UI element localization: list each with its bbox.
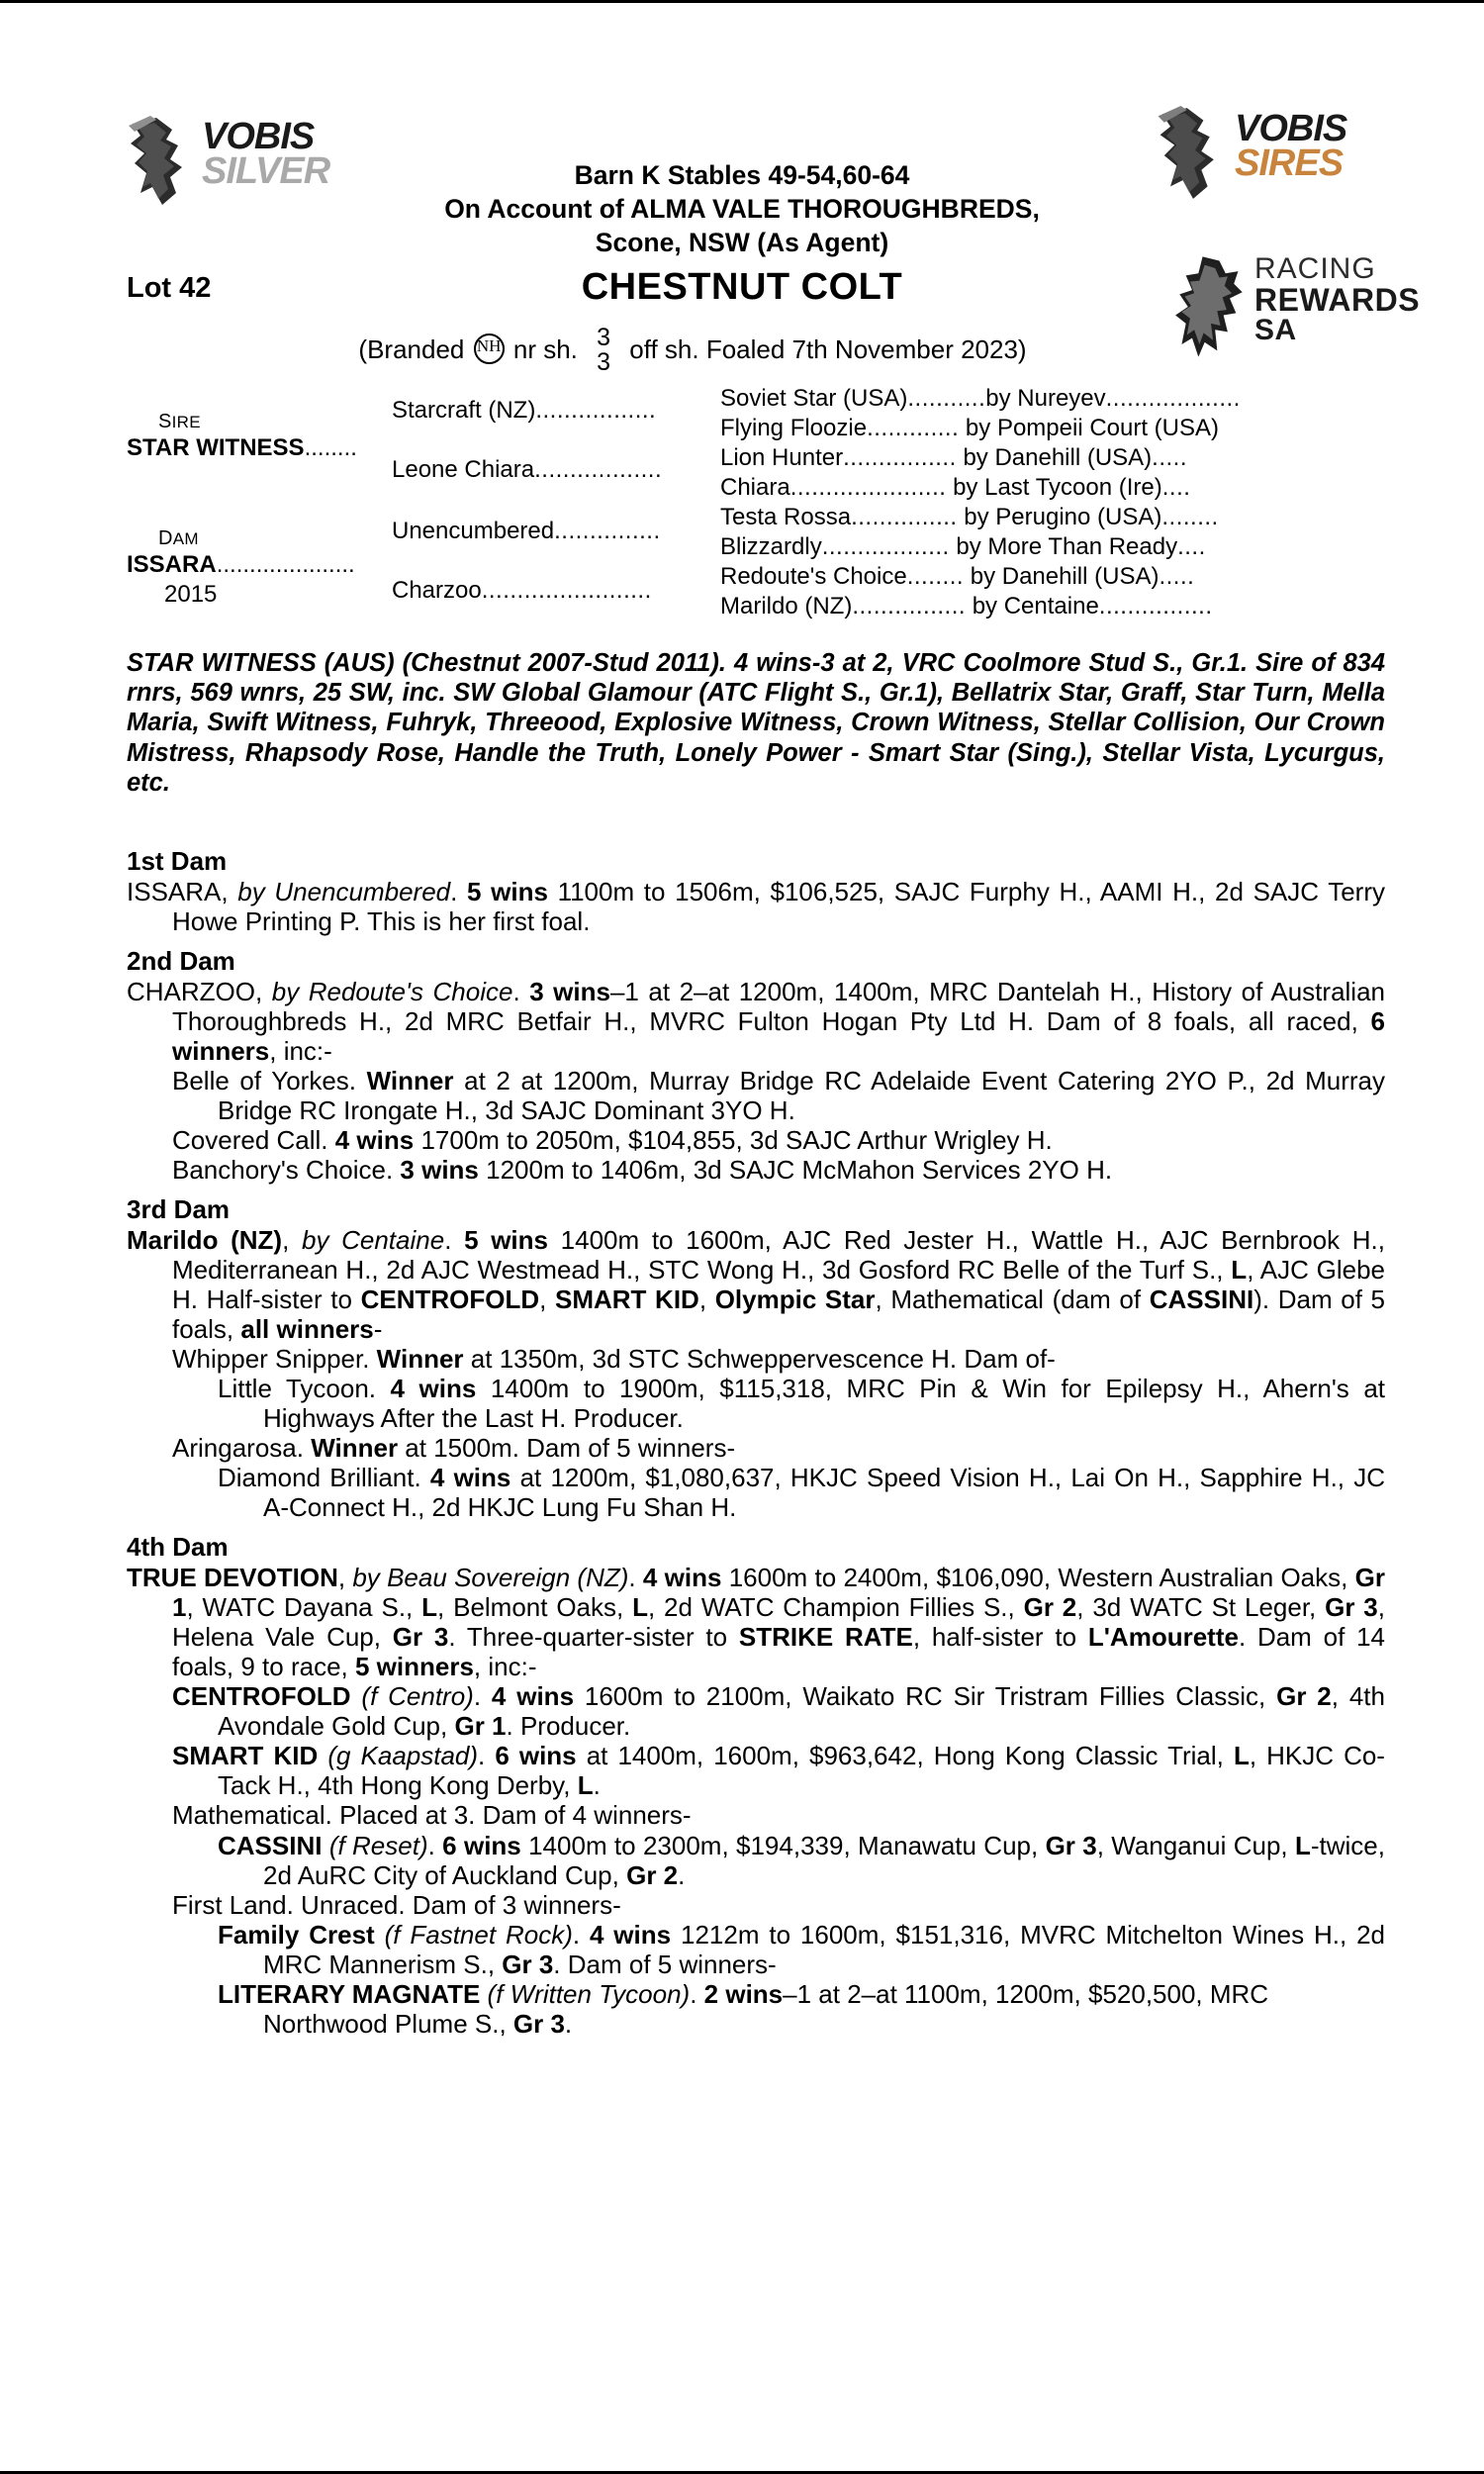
ggp-3-dots1: ................ — [843, 444, 957, 471]
grandparent-1-name: Starcraft (NZ) — [392, 397, 536, 424]
vobis-sires-wordmark-top: VOBIS — [1235, 108, 1347, 149]
ggp-4-dots2: .... — [1161, 474, 1191, 501]
ggp-1-dots2: ................... — [1105, 385, 1241, 412]
ggp-6-name: Blizzardly — [720, 533, 822, 560]
vobis-silver-logo — [127, 114, 330, 205]
vobis-sires-wordmark-bottom: SIRES — [1235, 142, 1344, 184]
dam-heading: 4th Dam — [127, 1532, 229, 1563]
ggp-7-by: by Danehill (USA) — [970, 563, 1159, 590]
racing-rewards-line3: SA — [1254, 314, 1297, 346]
dam-dots: ..................... — [216, 551, 355, 578]
great-grandparent-5 — [720, 506, 1383, 529]
branded-near-shoulder: nr sh. — [512, 334, 578, 364]
grandparent-2 — [392, 458, 662, 482]
vobis-horse-icon — [127, 116, 198, 207]
pedigree-entry: First Land. Unraced. Dam of 3 winners- — [172, 1889, 621, 1920]
sire-dots: ........ — [304, 434, 357, 461]
grandparent-3-dots: ............... — [554, 518, 661, 544]
sire-label: SIRE — [158, 411, 201, 432]
dam-heading: 3rd Dam — [127, 1194, 231, 1225]
grandparent-4 — [392, 579, 652, 603]
pedigree-entry: Whipper Snipper. Winner at 1350m, 3d STC Schweppervescence H. Dam of- — [172, 1344, 1056, 1375]
dam-name-text: ISSARA — [127, 551, 217, 578]
great-grandparent-4 — [720, 476, 1383, 500]
ggp-5-dots1: ............... — [851, 504, 958, 530]
sire-name-text: STAR WITNESS — [127, 434, 305, 461]
vobis-sires-logo — [1156, 104, 1347, 203]
grandparent-4-name: Charzoo — [392, 577, 482, 604]
pedigree-body — [127, 846, 1385, 2039]
dam-heading: 1st Dam — [127, 846, 228, 876]
pedigree-entry: ISSARA, by Unencumbered. 5 wins 1100m to 1506m, $106,525, SAJC Furphy H., AAMI H., 2d SAJC Terry Howe Printing P. This is her first foal. — [127, 877, 1385, 937]
ggp-1-by: by Nureyev — [985, 385, 1106, 412]
great-grandparent-8 — [720, 595, 1383, 618]
grandparent-1 — [392, 399, 656, 423]
vendor-header — [326, 159, 1158, 260]
brand-mark-icon — [474, 333, 505, 364]
brand-number-bottom: 3 — [597, 348, 611, 376]
ggp-6-by: by More Than Ready — [956, 533, 1178, 560]
ggp-6-dots2: .... — [1177, 533, 1206, 560]
pedigree-entry: Family Crest (f Fastnet Rock). 4 wins 1212m to 1600m, $151,316, MVRC Mitchelton Wines H., 2d MRC Mannerism S., Gr 3. Dam of 5 winners- — [218, 1919, 1386, 1979]
racing-rewards-line2: REWARDS — [1254, 282, 1421, 318]
ggp-2-name: Flying Floozie — [720, 415, 868, 441]
pedigree-entry: SMART KID (g Kaapstad). 6 wins at 1400m, 1600m, $963,642, Hong Kong Classic Trial, L, HKJC Co-Tack H., 4th Hong Kong Derby, L. — [172, 1741, 1385, 1801]
pedigree-entry: Belle of Yorkes. Winner at 2 at 1200m, Murray Bridge RC Adelaide Event Catering 2YO P., 2d Murray Bridge RC Irongate H., 3d SAJC Dominant 3YO H. — [172, 1066, 1385, 1126]
account-line: On Account of ALMA VALE THOROUGHBREDS, — [444, 193, 1040, 224]
pedigree-entry: Banchory's Choice. 3 wins 1200m to 1406m, 3d SAJC McMahon Services 2YO H. — [172, 1155, 1113, 1186]
ggp-3-dots2: ..... — [1152, 444, 1188, 471]
grandparent-2-name: Leone Chiara — [392, 456, 535, 483]
ggp-4-by: by Last Tycoon (Ire) — [953, 474, 1162, 501]
page-title: CHESTNUT COLT — [581, 266, 903, 308]
pedigree-entry: Little Tycoon. 4 wins 1400m to 1900m, $115,318, MRC Pin & Win for Epilepsy H., Ahern's at Highways After the Last H. Producer. — [218, 1374, 1385, 1434]
grandparent-3-name: Unencumbered — [392, 518, 555, 544]
ggp-7-dots1: ........ — [906, 563, 965, 590]
dam-name — [127, 553, 355, 577]
ggp-2-by: by Pompeii Court (USA) — [965, 415, 1219, 441]
pedigree-entry: Diamond Brilliant. 4 wins at 1200m, $1,080,637, HKJC Speed Vision H., Lai On H., Sapphire H., JC A-Connect H., 2d HKJC Lung Fu Shan H. — [218, 1463, 1385, 1523]
ggp-7-dots2: ..... — [1159, 563, 1195, 590]
ggp-4-dots1: ...................... — [789, 474, 947, 501]
pedigree-entry: Marildo (NZ), by Centaine. 5 wins 1400m to 1600m, AJC Red Jester H., Wattle H., AJC Bernbrook H., Mediterranean H., 2d AJC Westmead H., STC Wong H., 3d Gosford RC Belle of the Turf S., L, AJC Glebe H. Half-sister to CENTROFOLD, SMART KID, Olympic Star, Mathematical (dam of CASSINI). Dam of 5 foals, all winners- — [127, 1225, 1386, 1345]
brand-number-stack — [597, 326, 610, 375]
dam-year: 2015 — [164, 581, 218, 608]
ggp-8-dots1: ................ — [852, 593, 967, 619]
barn-line: Barn K Stables 49-54,60-64 — [574, 160, 910, 190]
ggp-4-name: Chiara — [720, 474, 790, 501]
grandparent-3 — [392, 520, 661, 543]
great-grandparent-6 — [720, 535, 1383, 559]
sire-description: STAR WITNESS (AUS) (Chestnut 2007-Stud 2011). 4 wins-3 at 2, VRC Coolmore Stud S., Gr.1. Sire of 834 rnrs, 569 wnrs, 25 SW, inc. SW Global Glamour (ATC Flight S., Gr.1), Bellatrix Star, Graff, Star Turn, Mella Maria, Swift Witness, Fuhryk, Threeood, Explosive Witness, Crown Witness, Stellar Collision, Our Crown Mistress, Rhapsody Rose, Handle the Truth, Lonely Power - Smart Star (Sing.), Stellar Vista, Lycurgus, etc. — [127, 649, 1385, 797]
grandparent-2-dots: .................. — [534, 456, 663, 483]
vobis-silver-wordmark-top: VOBIS — [202, 116, 315, 157]
brand-number-top: 3 — [597, 324, 611, 351]
dam-heading: 2nd Dam — [127, 946, 235, 977]
brand-mark-letters: NH — [476, 336, 502, 355]
ggp-8-dots2: ................ — [1098, 593, 1213, 619]
ggp-1-dots1: ........... — [907, 385, 986, 412]
great-grandparent-3 — [720, 446, 1383, 470]
pedigree-entry: Covered Call. 4 wins 1700m to 2050m, $104,855, 3d SAJC Arthur Wrigley H. — [172, 1125, 1053, 1156]
grandparent-1-dots: ................. — [535, 397, 657, 424]
ggp-1-name: Soviet Star (USA) — [720, 385, 908, 412]
ggp-5-dots2: ........ — [1161, 504, 1219, 530]
pedigree-entry: TRUE DEVOTION, by Beau Sovereign (NZ). 4 wins 1600m to 2400m, $106,090, Western Australian Oaks, Gr 1, WATC Dayana S., L, Belmont Oaks, L, 2d WATC Champion Fillies S., Gr 2, 3d WATC St Leger, Gr 3, Helena Vale Cup, Gr 3. Three-quarter-sister to STRIKE RATE, half-sister to L'Amourette. Dam of 14 foals, 9 to race, 5 winners, inc:- — [127, 1563, 1386, 1682]
pedigree-entry: Aringarosa. Winner at 1500m. Dam of 5 winners- — [172, 1433, 736, 1464]
ggp-5-by: by Perugino (USA) — [964, 504, 1162, 530]
pedigree-entry: CASSINI (f Reset). 6 wins 1400m to 2300m, $194,339, Manawatu Cup, Gr 3, Wanganui Cup, L-twice, 2d AuRC City of Auckland Cup, Gr 2. — [218, 1830, 1385, 1890]
ggp-8-name: Marildo (NZ) — [720, 593, 853, 619]
vobis-silver-wordmark-bottom: SILVER — [202, 149, 330, 192]
great-grandparent-2 — [720, 417, 1383, 440]
branded-prefix: (Branded — [358, 334, 465, 364]
ggp-8-by: by Centaine — [972, 593, 1099, 619]
ggp-5-name: Testa Rossa — [720, 504, 852, 530]
branding-line — [198, 326, 1187, 375]
racing-rewards-sa-logo — [1169, 248, 1421, 365]
ggp-3-name: Lion Hunter — [720, 444, 844, 471]
pedigree-entry: CENTROFOLD (f Centro). 4 wins 1600m to 2100m, Waikato RC Sir Tristram Fillies Classic, Gr 2, 4th Avondale Gold Cup, Gr 1. Producer. — [172, 1681, 1385, 1742]
racing-rewards-line1: RACING — [1254, 252, 1376, 285]
sire-name — [127, 436, 357, 460]
ggp-6-dots1: .................. — [821, 533, 950, 560]
ggp-3-by: by Danehill (USA) — [963, 444, 1153, 471]
grandparent-4-dots: ........................ — [481, 577, 652, 604]
great-grandparent-1 — [720, 387, 1383, 411]
vobis-sires-horse-icon — [1156, 106, 1231, 201]
branded-suffix: off sh. Foaled 7th November 2023) — [629, 334, 1027, 364]
pedigree-entry: LITERARY MAGNATE (f Written Tycoon). 2 wins–1 at 2–at 1100m, 1200m, $520,500, MRC Northwood Plume S., Gr 3. — [218, 1978, 1269, 2039]
ggp-7-name: Redoute's Choice — [720, 563, 907, 590]
lot-number: Lot 42 — [127, 272, 212, 304]
pedigree-entry: CHARZOO, by Redoute's Choice. 3 wins–1 at 2–at 1200m, 1400m, MRC Dantelah H., History of Australian Thoroughbreds H., 2d MRC Betfair H., MVRC Fulton Hogan Pty Ltd H. Dam of 8 foals, all raced, 6 winners, inc:- — [127, 977, 1385, 1067]
location-line: Scone, NSW (As Agent) — [595, 227, 889, 257]
great-grandparent-7 — [720, 565, 1383, 589]
ggp-2-dots1: ............. — [867, 415, 960, 441]
dam-label: DAM — [158, 527, 199, 549]
pedigree-entry: Mathematical. Placed at 3. Dam of 4 winners- — [172, 1800, 692, 1831]
